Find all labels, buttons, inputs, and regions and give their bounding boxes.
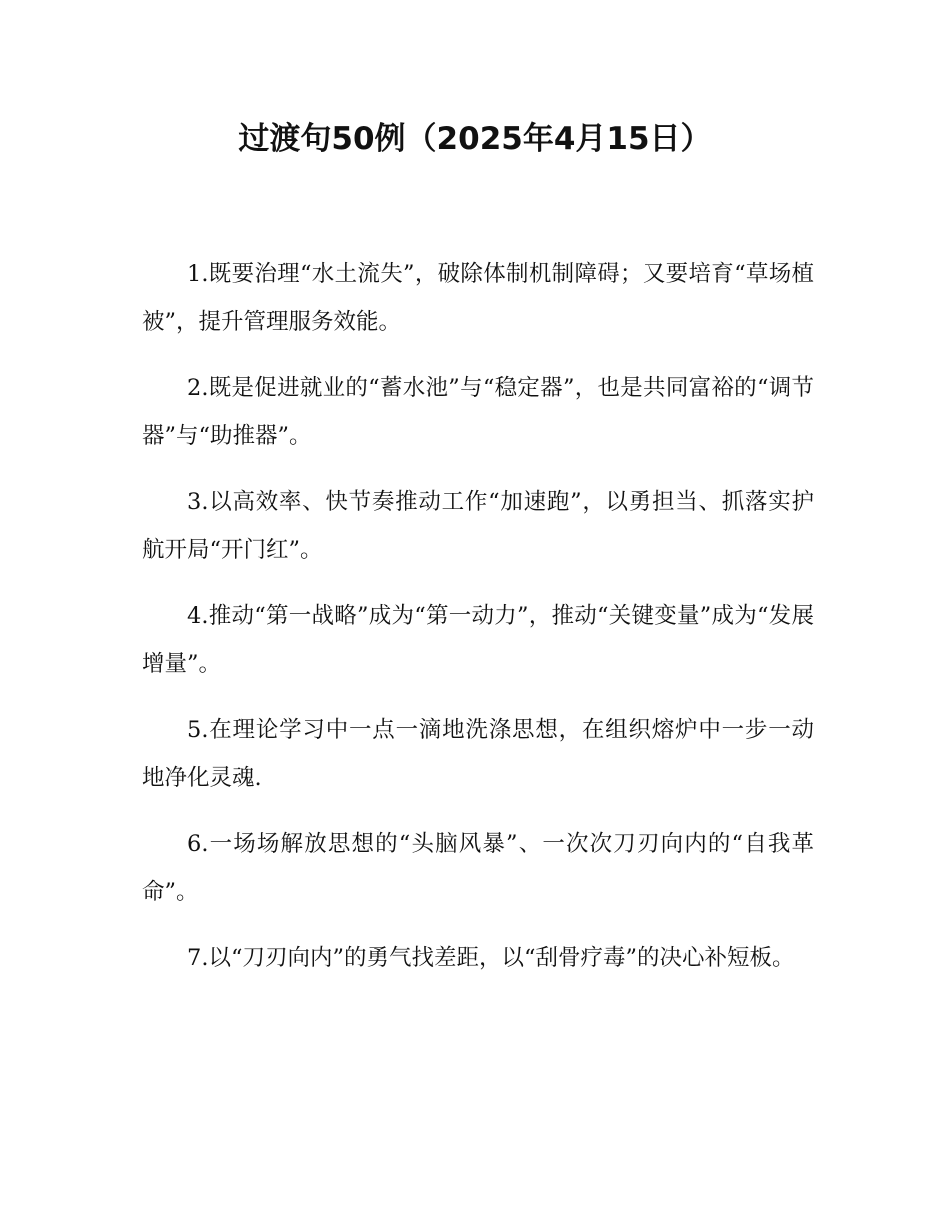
document-title: 过渡句50例（2025年4月15日）: [238, 121, 712, 157]
paragraph-7: 7.以“刀刃向内”的勇气找差距，以“刮骨疗毒”的决心补短板。: [187, 945, 795, 971]
paragraph-1: 1.既要治理“水土流失”，破除体制机制障碍；又要培育“草场植被”，提升管理服务效能。: [142, 261, 814, 335]
paragraph-6: 6.一场场解放思想的“头脑风暴”、一次次刀刃向内的“自我革命”。: [142, 831, 814, 905]
paragraph-5: 5.在理论学习中一点一滴地洗涤思想，在组织熔炉中一步一动地净化灵魂.: [142, 717, 814, 791]
paragraph-2: 2.既是促进就业的“蓄水池”与“稳定器”，也是共同富裕的“调节器”与“助推器”。: [142, 375, 814, 449]
paragraph-4: 4.推动“第一战略”成为“第一动力”，推动“关键变量”成为“发展增量”。: [142, 603, 814, 677]
document-body: [142, 250, 814, 1000]
paragraph-3: 3.以高效率、快节奏推动工作“加速跑”，以勇担当、抓落实护航开局“开门红”。: [142, 489, 814, 563]
